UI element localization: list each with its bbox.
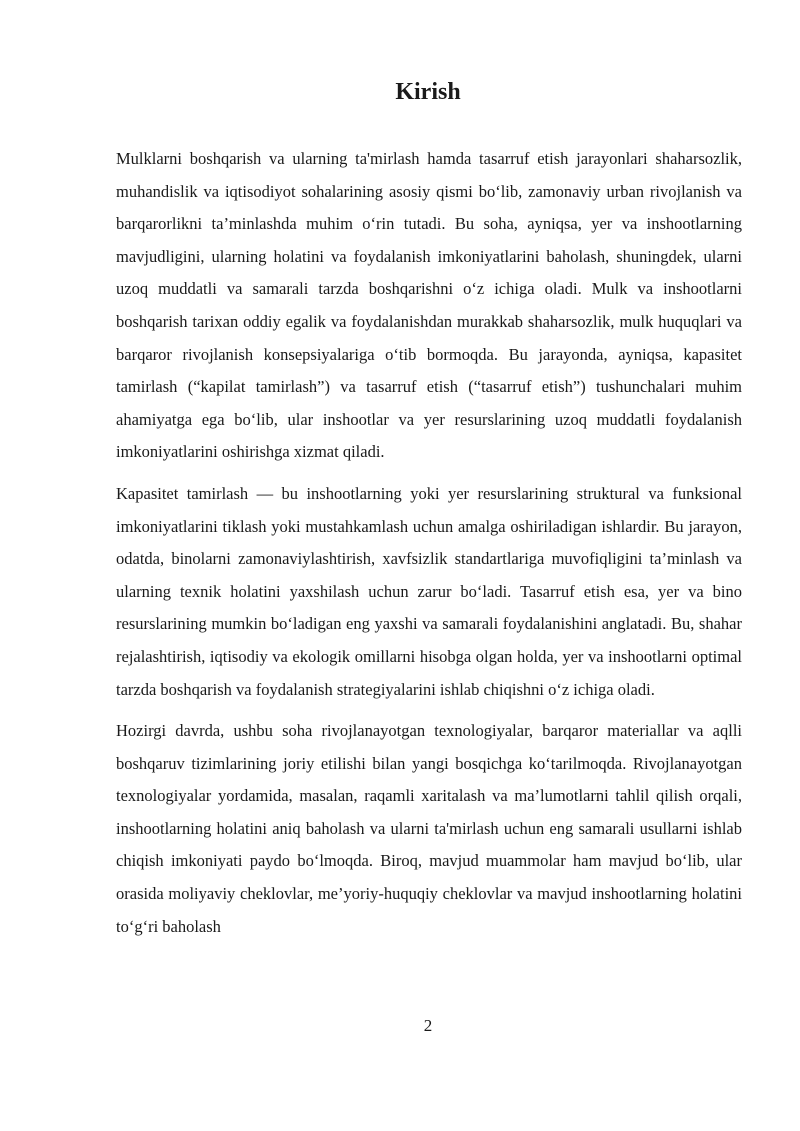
page-title: Kirish: [395, 79, 461, 105]
body-text: [116, 143, 742, 952]
paragraph-2: Kapasitet tamirlash — bu inshootlarning yoki yer resurslarining struktural va funksional imkoniyatlarini tiklash yoki mustahkamlash uchun amalga oshiriladigan ishlardir. Bu jarayon, odatda, binolarni zamonaviylashtirish, xavfsizlik standartlariga muvofiqligini ta’minlash va ularning texnik holatini yaxshilash uchun zarur bo‘ladi. Tasarruf etish esa, yer va bino resurslarining mumkin bo‘ladigan eng yaxshi va samarali foydalanishini anglatadi. Bu, shahar rejalashtirish, iqtisodiy va ekologik omillarni hisobga olgan holda, yer va inshootlarni optimal tarzda boshqarish va foydalanish strategiyalarini ishlab chiqishni o‘z ichiga oladi.: [116, 483, 742, 699]
page-number: 2: [423, 1016, 433, 1035]
paragraph-1: Mulklarni boshqarish va ularning ta'mirlash hamda tasarruf etish jarayonlari shaharsozlik, muhandislik va iqtisodiyot sohalarining asosiy qismi bo‘lib, zamonaviy urban rivojlanish va barqarorlikni ta’minlashda muhim o‘rin tutadi. Bu soha, ayniqsa, yer va inshootlarning mavjudligini, ularning holatini va foydalanish imkoniyatlarini baholash, shuningdek, ularni uzoq muddatli va samarali tarzda boshqarishni o‘z ichiga oladi. Mulk va inshootlarni boshqarish tarixan oddiy egalik va foydalanishdan murakkab shaharsozlik, mulk huquqlari va barqaror rivojlanish konsepsiyalariga o‘tib bormoqda. Bu jarayonda, ayniqsa, kapasitet tamirlash (“kapilat tamirlash”) va tasarruf etish (“tasarruf etish”) tushunchalari muhim ahamiyatga ega bo‘lib, ular inshootlar va yer resurslarining uzoq muddatli foydalanish imkoniyatlarini oshirishga xizmat qiladi.: [116, 149, 742, 462]
paragraph-3: Hozirgi davrda, ushbu soha rivojlanayotgan texnologiyalar, barqaror materiallar va aqlli boshqaruv tizimlarining joriy etilishi bilan yangi bosqichga ko‘tarilmoqda. Rivojlanayotgan texnologiyalar yordamida, masalan, raqamli xaritalash va ma’lumotlarni tahlil qilish orqali, inshootlarning holatini aniq baholash va ularni ta'mirlash uchun eng samarali usullarni ishlab chiqish imkoniyati paydo bo‘lmoqda. Biroq, mavjud muammolar ham mavjud bo‘lib, ular orasida moliyaviy cheklovlar, me’yoriy-huquqiy cheklovlar va mavjud inshootlarning holatini to‘g‘ri baholash: [116, 721, 742, 936]
